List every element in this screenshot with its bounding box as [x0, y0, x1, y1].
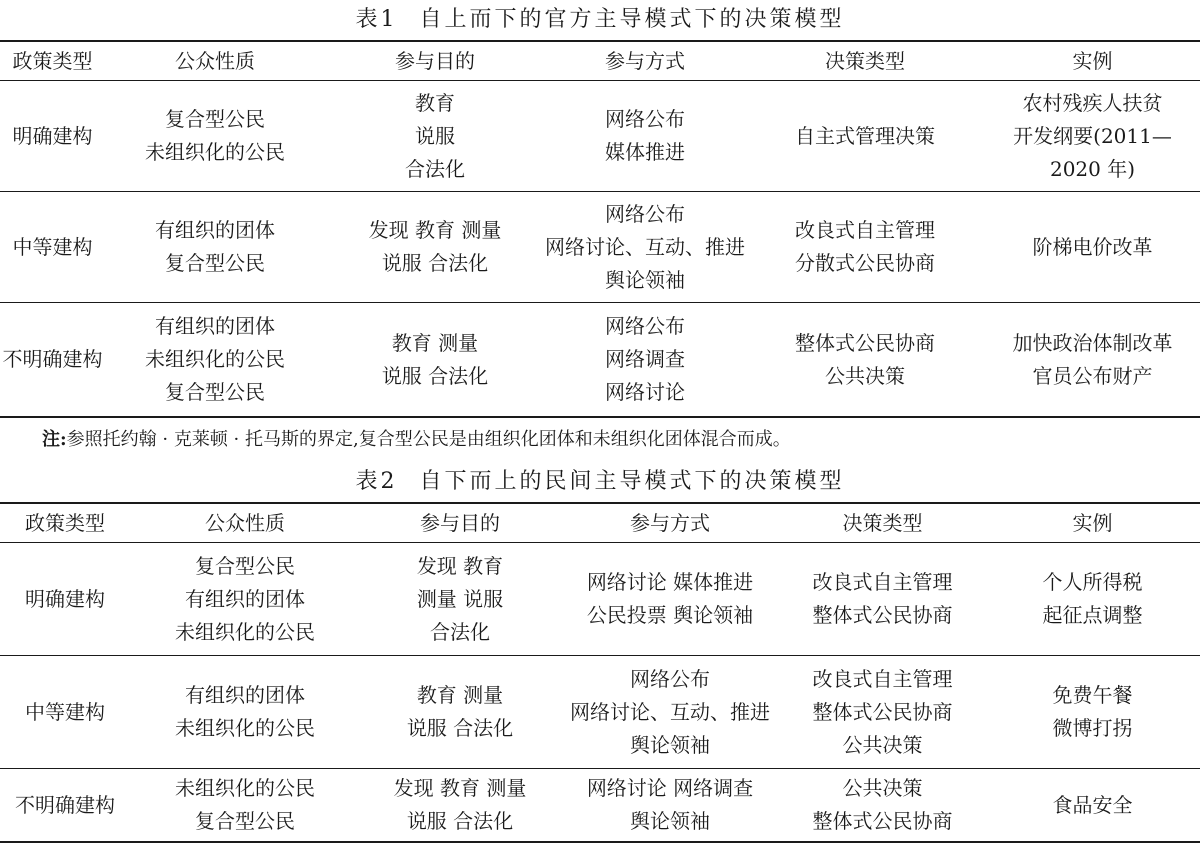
cell-line: 明确建构: [12, 123, 93, 148]
cell-line: 网络讨论、互动、推进: [570, 699, 770, 724]
cell-line: 说服: [415, 123, 455, 148]
table2-cell: [780, 769, 985, 843]
cell-line: 复合型公民: [165, 107, 265, 131]
table1-cell: [105, 81, 325, 192]
cell-line: 明确建构: [25, 586, 105, 611]
cell-line: 整体式公民协商: [812, 699, 953, 724]
table1-cell: [105, 303, 325, 418]
table1-header-cell: 公众性质: [175, 48, 255, 73]
cell-line: 官员公布财产: [1032, 363, 1153, 388]
table1-cell: [0, 192, 105, 303]
cell-line: 未组织化的公民: [175, 619, 315, 644]
cell-line: 说服 合法化: [381, 363, 489, 388]
cell-line: 教育 测量: [416, 683, 504, 707]
cell-line: 有组织的团体: [185, 683, 305, 707]
table1: [0, 40, 1200, 418]
cell-line: 教育 测量: [391, 330, 479, 355]
cell-line: 说服 合法化: [406, 809, 514, 833]
table2-cell: [360, 543, 560, 656]
cell-line: 复合型公民: [195, 553, 295, 578]
cell-line: 合法化: [430, 619, 490, 644]
table1-header-cell: 决策类型: [825, 48, 905, 73]
table2-cell: [560, 656, 780, 769]
table2-cell: [780, 543, 985, 656]
cell-line: 中等建构: [12, 234, 93, 259]
cell-line: 整体式公民协商: [812, 603, 953, 627]
cell-line: 未组织化的公民: [145, 140, 285, 164]
cell-line: 舆论领袖: [605, 267, 685, 292]
table2-cell: [560, 769, 780, 843]
cell-line: 2020 年): [1049, 156, 1136, 181]
table2-caption: [0, 462, 1200, 502]
table2-cell: [0, 656, 130, 769]
cell-line: 开发纲要(2011—: [1013, 123, 1172, 148]
cell-line: 未组织化的公民: [145, 347, 285, 371]
table2-cell: [985, 656, 1200, 769]
table2-cell: [360, 656, 560, 769]
table1-cell: [0, 303, 105, 418]
table1-cell: [0, 81, 105, 192]
cell-line: 网络公布: [605, 201, 685, 226]
table1-caption: [0, 0, 1200, 40]
cell-line: 舆论领袖: [630, 732, 710, 757]
cell-line: 网络讨论: [605, 380, 685, 404]
table2-header-cell: 参与方式: [630, 510, 710, 535]
cell-line: 复合型公民: [195, 809, 295, 833]
table1-cell: [325, 81, 545, 192]
cell-line: 食品安全: [1052, 792, 1133, 817]
cell-line: 网络调查: [605, 347, 685, 371]
cell-line: 中等建构: [25, 699, 105, 724]
table1-cell: [105, 192, 325, 303]
table1-cell: [745, 303, 985, 418]
table1-row: [0, 81, 1200, 192]
table2-cell: [130, 769, 360, 843]
cell-line: 整体式公民协商: [795, 330, 935, 355]
table2-cell: [130, 656, 360, 769]
cell-line: 有组织的团体: [155, 218, 275, 242]
cell-line: 公共决策: [825, 363, 905, 388]
cell-line: 网络讨论、互动、推进: [545, 234, 745, 259]
cell-line: 网络讨论 网络调查: [586, 776, 754, 800]
cell-line: 不明确建构: [15, 792, 115, 817]
table2-header-cell: 参与目的: [420, 510, 500, 535]
table2-row: [0, 769, 1200, 843]
table1-cell: [325, 303, 545, 418]
table1-cell: [325, 192, 545, 303]
note-text: 参照托约翰 · 克莱顿 · 托马斯的界定,复合型公民是由组织化团体和未组织化团体混合而成。: [66, 429, 791, 450]
cell-line: 网络公布: [605, 107, 685, 131]
table2-caption-title: 自下而上的民间主导模式下的决策模型: [419, 469, 845, 494]
cell-line: 复合型公民: [165, 380, 265, 404]
cell-line: 网络公布: [605, 314, 685, 338]
table2-caption-number: 表2: [355, 469, 398, 494]
table2-cell: [360, 769, 560, 843]
table1-header-row: [0, 41, 1200, 81]
table2-header-cell: 实例: [1072, 510, 1113, 535]
table2-row: [0, 543, 1200, 656]
table1-cell: [745, 81, 985, 192]
cell-line: 整体式公民协商: [812, 809, 953, 833]
cell-line: 改良式自主管理: [812, 666, 953, 691]
cell-line: 发现 教育: [416, 553, 504, 578]
table1-cell: [745, 192, 985, 303]
cell-line: 改良式自主管理: [795, 218, 935, 242]
cell-line: 媒体推进: [605, 140, 685, 164]
cell-line: 分散式公民协商: [795, 251, 935, 275]
cell-line: 公民投票 舆论领袖: [586, 603, 754, 627]
cell-line: 复合型公民: [165, 251, 265, 275]
table2-cell: [985, 769, 1200, 843]
table2-row: [0, 656, 1200, 769]
cell-line: 网络讨论 媒体推进: [586, 570, 754, 594]
cell-line: 发现 教育 测量: [393, 776, 527, 800]
cell-line: 说服 合法化: [406, 716, 514, 740]
table1-body: [0, 81, 1200, 418]
cell-line: 合法化: [405, 156, 465, 181]
table2-header-cell: 决策类型: [842, 510, 923, 535]
table2-cell: [130, 543, 360, 656]
table2-cell: [985, 543, 1200, 656]
cell-line: 微博打拐: [1052, 716, 1133, 740]
table1-cell: [545, 192, 745, 303]
cell-line: 自主式管理决策: [795, 123, 935, 148]
cell-line: 舆论领袖: [630, 809, 710, 833]
table1-cell: [985, 81, 1200, 192]
table2-body: [0, 543, 1200, 843]
cell-line: 发现 教育 测量: [368, 218, 502, 242]
cell-line: 未组织化的公民: [175, 776, 315, 800]
table2-cell: [780, 656, 985, 769]
table2-header-row: [0, 503, 1200, 543]
table1-header-cell: 参与方式: [605, 48, 685, 73]
cell-line: 个人所得税: [1042, 570, 1143, 594]
cell-line: 测量 说服: [416, 586, 504, 611]
cell-line: 农村残疾人扶贫: [1022, 90, 1163, 115]
cell-line: 不明确建构: [2, 347, 103, 371]
cell-line: 公共决策: [842, 776, 923, 800]
cell-line: 未组织化的公民: [175, 716, 315, 740]
table2-header-cell: 公众性质: [205, 510, 285, 535]
cell-line: 起征点调整: [1042, 603, 1143, 627]
cell-line: 有组织的团体: [155, 314, 275, 338]
table1-cell: [985, 192, 1200, 303]
table1-row: [0, 192, 1200, 303]
table1-header-cell: 政策类型: [12, 48, 93, 73]
cell-line: 说服 合法化: [381, 251, 489, 275]
cell-line: 网络公布: [630, 666, 710, 691]
table1-header-cell: 参与目的: [395, 48, 475, 73]
note-label: 注:: [42, 429, 67, 450]
table1-cell: [545, 303, 745, 418]
cell-line: 教育: [415, 90, 455, 115]
table1-caption-number: 表1: [355, 7, 398, 32]
table2-cell: [560, 543, 780, 656]
cell-line: 改良式自主管理: [812, 570, 953, 594]
cell-line: 阶梯电价改革: [1032, 234, 1153, 259]
table2-header-cell: 政策类型: [25, 510, 105, 535]
table1-caption-title: 自上而下的官方主导模式下的决策模型: [419, 7, 845, 32]
table1-cell: [985, 303, 1200, 418]
table1-header-cell: 实例: [1072, 48, 1113, 73]
table1-cell: [545, 81, 745, 192]
table2-cell: [0, 543, 130, 656]
table1-note: [0, 418, 1200, 462]
cell-line: 免费午餐: [1052, 683, 1133, 707]
table1-row: [0, 303, 1200, 418]
table2-cell: [0, 769, 130, 843]
table2: [0, 502, 1200, 843]
cell-line: 有组织的团体: [185, 586, 305, 611]
cell-line: 加快政治体制改革: [1012, 330, 1173, 355]
cell-line: 公共决策: [842, 732, 923, 757]
